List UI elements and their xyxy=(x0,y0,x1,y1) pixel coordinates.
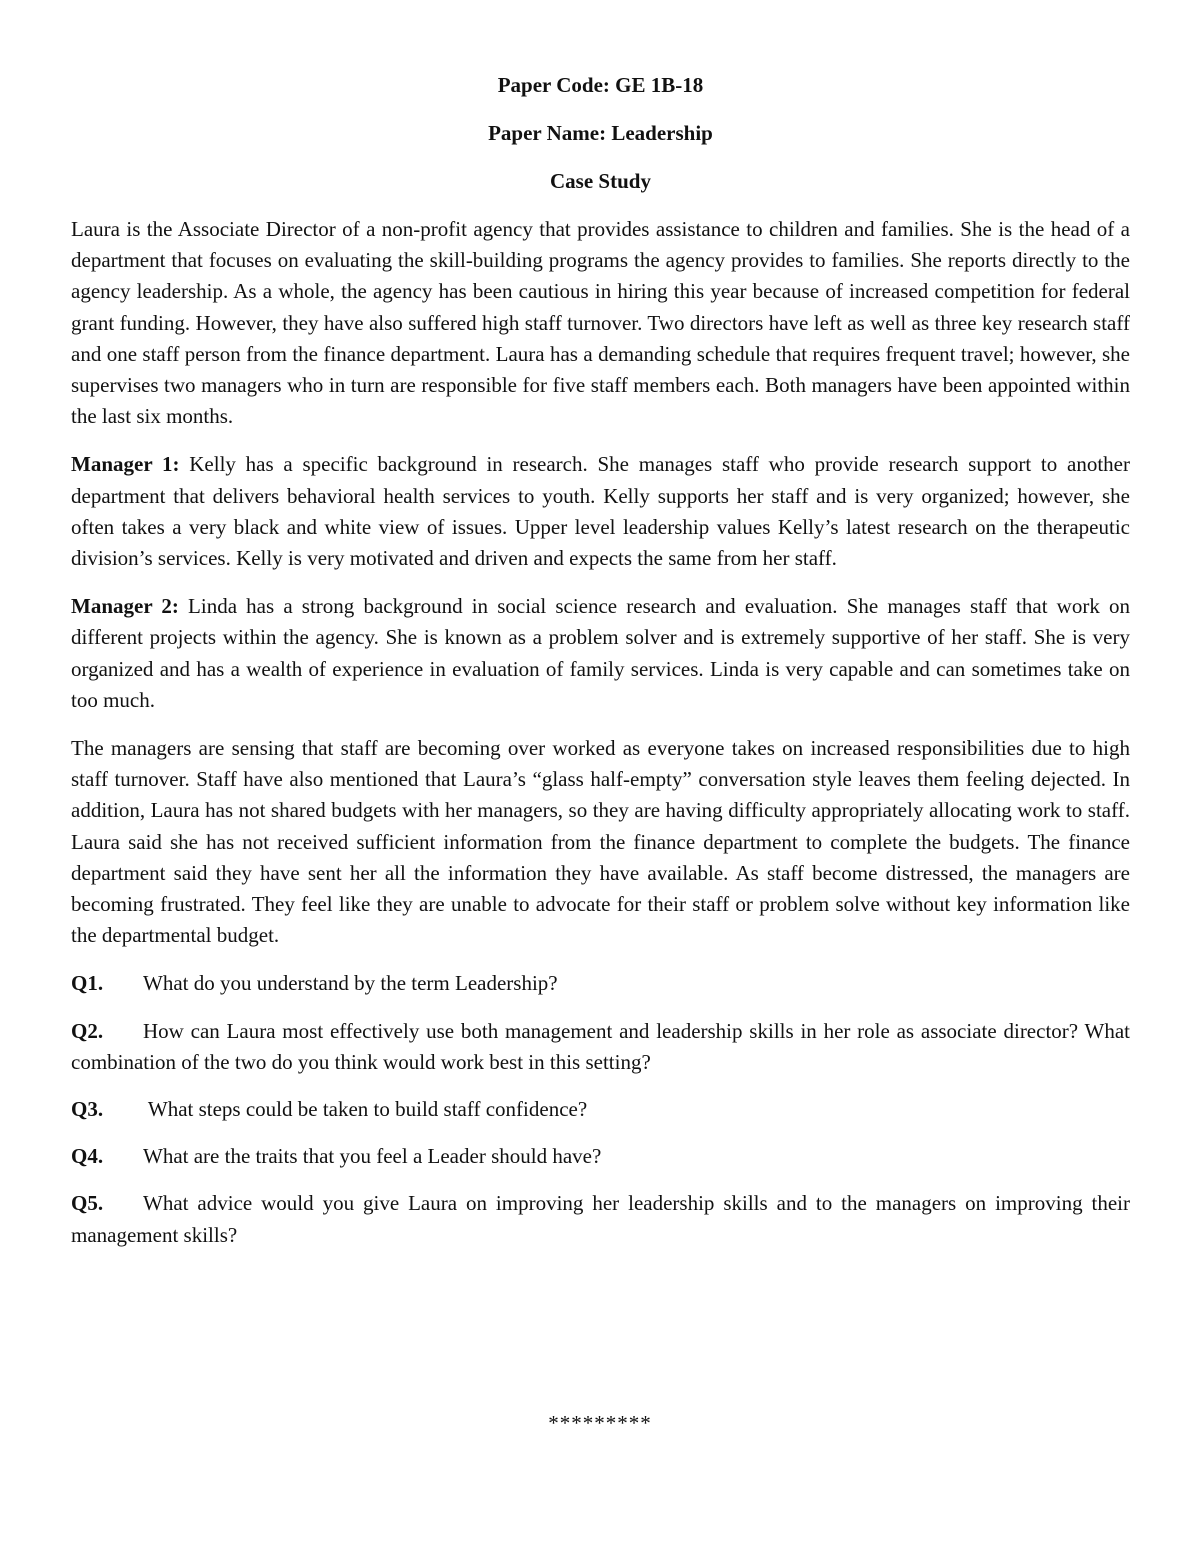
manager-1-paragraph xyxy=(71,449,1130,574)
question-5 xyxy=(71,1188,1130,1250)
question-5-label: Q5. xyxy=(71,1191,104,1216)
intro-paragraph: Laura is the Associate Director of a non-profit agency that provides assistance to children and families. She is the head of a department that focuses on evaluating the skill-building programs the agency provides to families. She reports directly to the agency leadership. As a whole, the agency has been cautious in hiring this year because of increased competition for federal grant funding. However, they have also suffered high staff turnover. Two directors have left as well as three key research staff and one staff person from the finance department. Laura has a demanding schedule that requires frequent travel; however, she supervises two managers who in turn are responsible for five staff members each. Both managers have been appointed within the last six months. xyxy=(71,217,1130,429)
question-4 xyxy=(71,1141,1130,1172)
question-2 xyxy=(71,1016,1130,1078)
manager-2-text: Linda has a strong background in social science research and evaluation. She manages staff that work on different projects within the agency. She is known as a problem solver and is extremely supportive of her staff. She is very organized and has a wealth of experience in evaluation of family services. Linda is very capable and can sometimes take on too much. xyxy=(71,594,1130,712)
paper-name-heading: Paper Name: Leadership xyxy=(488,121,713,145)
question-3 xyxy=(71,1094,1130,1125)
paper-code-heading: Paper Code: GE 1B-18 xyxy=(497,73,704,97)
question-3-text: What steps could be taken to build staff confidence? xyxy=(143,1097,588,1122)
question-2-text: How can Laura most effectively use both management and leadership skills in her role as associate director? What combination of the two do you think would work best in this setting? xyxy=(71,1018,1130,1074)
end-marker: ********* xyxy=(548,1411,652,1435)
question-2-label: Q2. xyxy=(71,1018,104,1043)
question-5-text: What advice would you give Laura on improving her leadership skills and to the managers on improving their management skills? xyxy=(71,1191,1130,1247)
manager-1-text: Kelly has a specific background in research. She manages staff who provide research support to another department that delivers behavioral health services to youth. Kelly supports her staff and is very organized; however, she often takes a very black and white view of issues. Upper level leadership values Kelly’s latest research on the therapeutic division’s services. Kelly is very motivated and driven and expects the same from her staff. xyxy=(71,452,1130,571)
question-1-label: Q1. xyxy=(71,971,104,996)
question-1-text: What do you understand by the term Leadership? xyxy=(143,971,558,996)
question-4-label: Q4. xyxy=(71,1144,104,1169)
question-4-text: What are the traits that you feel a Leader should have? xyxy=(143,1144,602,1169)
manager-2-label: Manager 2: xyxy=(71,594,179,619)
document-body xyxy=(71,70,1130,1267)
question-1 xyxy=(71,968,1130,999)
case-study-heading: Case Study xyxy=(550,169,651,193)
manager-2-paragraph xyxy=(71,591,1130,716)
question-3-label: Q3. xyxy=(71,1097,104,1122)
manager-1-label: Manager 1: xyxy=(71,452,180,477)
situation-paragraph: The managers are sensing that staff are becoming over worked as everyone takes on increased responsibilities due to high staff turnover. Staff have also mentioned that Laura’s “glass half-empty” conversation style leaves them feeling dejected. In addition, Laura has not shared budgets with her managers, so they are having difficulty appropriately allocating work to staff. Laura said she has not received sufficient information from the finance department to complete the budgets. The finance department said they have sent her all the information they have available. As staff become distressed, the managers are becoming frustrated. They feel like they are unable to advocate for their staff or problem solve without key information like the departmental budget. xyxy=(71,736,1130,948)
